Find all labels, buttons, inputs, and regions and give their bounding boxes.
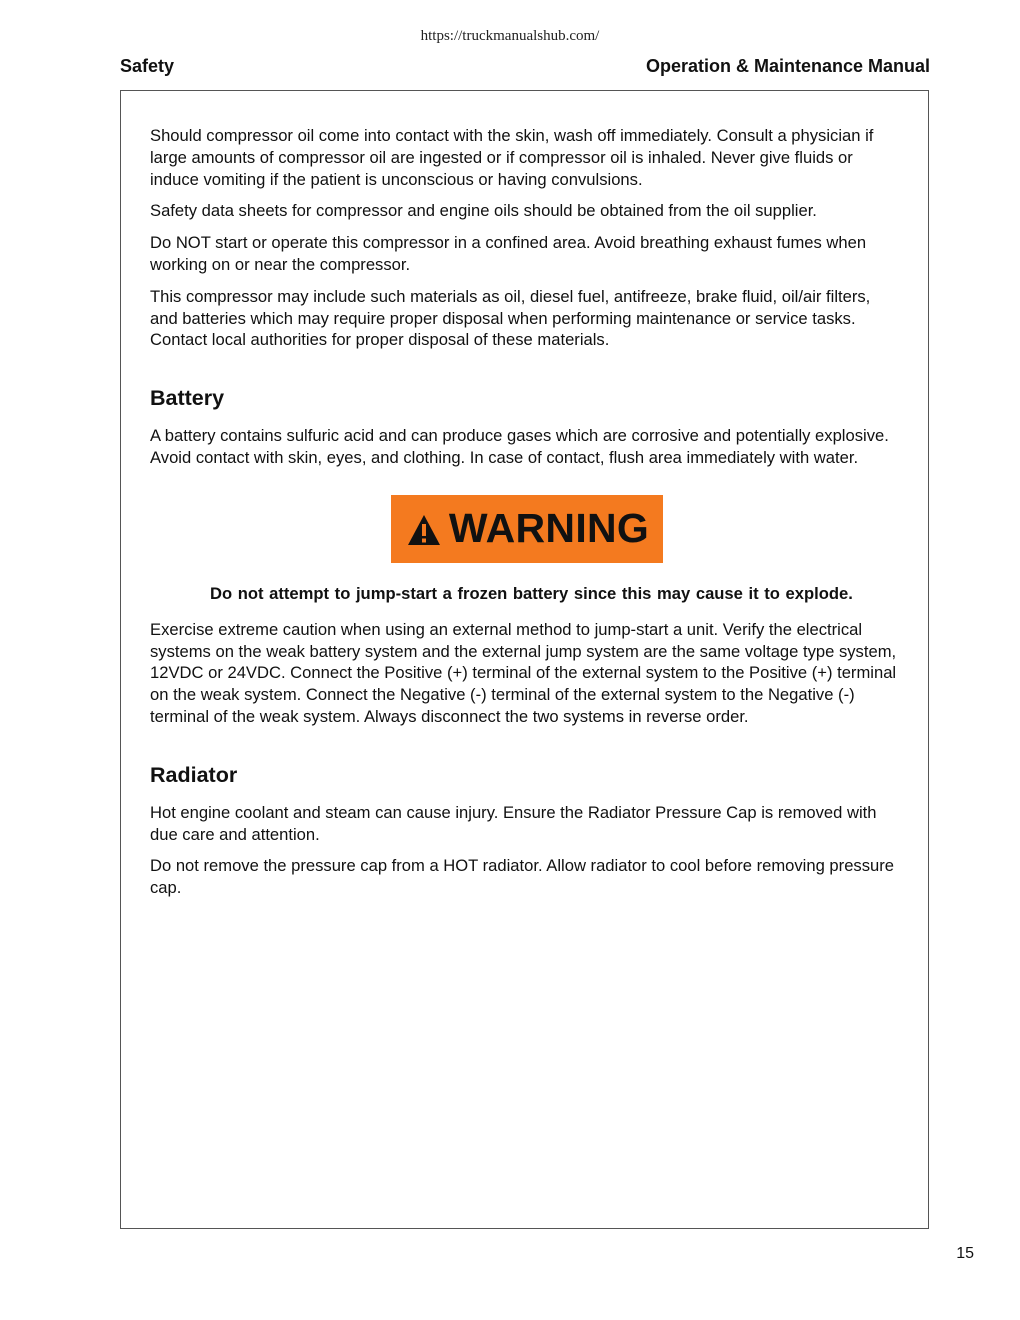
header-manual-title: Operation & Maintenance Manual <box>645 56 930 76</box>
radiator-paragraph-steam: Hot engine coolant and steam can cause injury. Ensure the Radiator Pressure Cap is removed with due care and attention. <box>150 802 877 844</box>
page-content <box>150 125 902 909</box>
radiator-heading: Radiator <box>150 762 238 787</box>
warning-badge <box>391 495 663 563</box>
radiator-paragraph-pressure-cap: Do not remove the pressure cap from a HOT radiator. Allow radiator to cool before removing pressure cap. <box>150 856 894 898</box>
header-section-title: Safety <box>120 56 175 76</box>
source-url: https://truckmanualshub.com/ <box>420 28 600 44</box>
paragraph-confined-area: Do NOT start or operate this compressor in a confined area. Avoid breathing exhaust fumes when working on or near the compressor. <box>150 233 867 274</box>
battery-heading: Battery <box>150 386 225 411</box>
warning-block <box>150 495 902 563</box>
paragraph-oil-contact: Should compressor oil come into contact with the skin, wash off immediately. Consult a physician if large amounts of compressor oil are ingested or if compressor oil is inhaled. Never give fluids or induce vomiting if the patient is unconscious or having convulsions. <box>150 126 874 189</box>
paragraph-safety-data-sheets: Safety data sheets for compressor and engine oils should be obtained from the oil supplier. <box>150 201 817 221</box>
paragraph-disposal: This compressor may include such materials as oil, diesel fuel, antifreeze, brake fluid, oil/air filters, and batteries which may require proper disposal when performing maintenance or service tasks. Contact local authorities for proper disposal of these materials. <box>150 286 871 350</box>
battery-intro: A battery contains sulfuric acid and can produce gases which are corrosive and potentially explosive. Avoid contact with skin, eyes, and clothing. In case of contact, flush area immediately with water. <box>150 426 889 467</box>
jump-start-procedure: Exercise extreme caution when using an external method to jump-start a unit. Verify the electrical systems on the weak battery system and the external jump system are the same voltage type system, 12VDC or 24VDC. Connect the Positive (+) terminal of the external system to the Positive (+) terminal on the weak system. Connect the Negative (-) terminal of the external system to the Negative (-) terminal of the weak system. Always disconnect the two systems in reverse order. <box>150 619 897 726</box>
warning-triangle-icon <box>407 514 441 546</box>
warning-label: WARNING <box>448 505 650 552</box>
page-number: 15 <box>956 1245 974 1262</box>
warning-message: Do not attempt to jump-start a frozen battery since this may cause it to explode. <box>210 583 853 603</box>
